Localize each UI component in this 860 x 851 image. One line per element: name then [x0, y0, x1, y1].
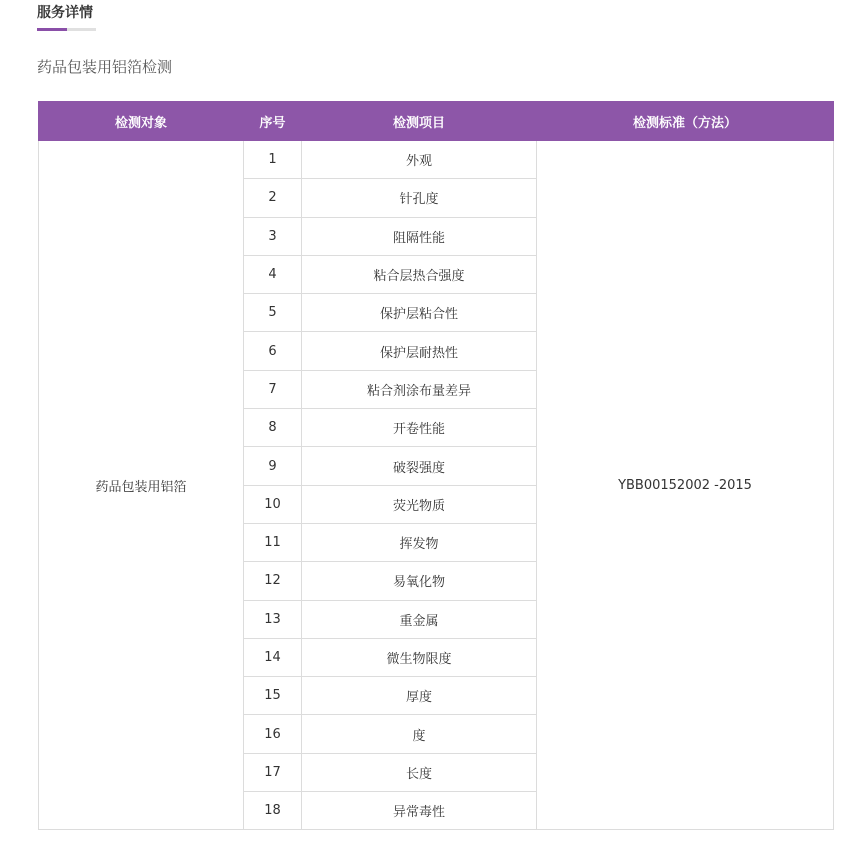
cell-item: 重金属	[302, 600, 537, 638]
cell-item: 微生物限度	[302, 638, 537, 676]
cell-no: 4	[244, 255, 302, 293]
table-header-row	[39, 102, 834, 141]
cell-no: 12	[244, 562, 302, 600]
cell-no: 9	[244, 447, 302, 485]
cell-item: 长度	[302, 753, 537, 791]
cell-item: 荧光物质	[302, 485, 537, 523]
section-title-underline	[37, 28, 96, 31]
cell-item: 破裂强度	[302, 447, 537, 485]
table-body	[39, 141, 834, 830]
cell-object: 药品包装用铝箔	[39, 141, 244, 830]
cell-item: 保护层粘合性	[302, 294, 537, 332]
cell-no: 2	[244, 179, 302, 217]
cell-item: 厚度	[302, 677, 537, 715]
cell-no: 3	[244, 217, 302, 255]
cell-item: 粘合剂涂布量差异	[302, 370, 537, 408]
cell-no: 1	[244, 141, 302, 179]
cell-no: 11	[244, 523, 302, 561]
header-no: 序号	[244, 102, 302, 141]
table-row	[39, 141, 834, 179]
cell-no: 8	[244, 409, 302, 447]
cell-no: 6	[244, 332, 302, 370]
cell-item: 开卷性能	[302, 409, 537, 447]
cell-no: 17	[244, 753, 302, 791]
cell-item: 异常毒性	[302, 792, 537, 830]
header-standard: 检测标准（方法）	[537, 102, 834, 141]
cell-item: 保护层耐热性	[302, 332, 537, 370]
cell-item: 外观	[302, 141, 537, 179]
cell-no: 13	[244, 600, 302, 638]
cell-no: 7	[244, 370, 302, 408]
header-item: 检测项目	[302, 102, 537, 141]
section-title: 服务详情	[37, 5, 93, 21]
cell-item: 粘合层热合强度	[302, 255, 537, 293]
cell-no: 18	[244, 792, 302, 830]
detail-table	[38, 101, 834, 830]
page-subtitle: 药品包装用铝箔检测	[37, 58, 173, 76]
cell-item: 易氧化物	[302, 562, 537, 600]
cell-no: 10	[244, 485, 302, 523]
cell-standard: YBB00152002 -2015	[537, 141, 834, 830]
header-object: 检测对象	[39, 102, 244, 141]
cell-item: 针孔度	[302, 179, 537, 217]
cell-no: 16	[244, 715, 302, 753]
section-title-underline-active	[37, 28, 67, 31]
cell-no: 15	[244, 677, 302, 715]
cell-item: 度	[302, 715, 537, 753]
cell-item: 阻隔性能	[302, 217, 537, 255]
cell-no: 14	[244, 638, 302, 676]
cell-item: 挥发物	[302, 523, 537, 561]
cell-no: 5	[244, 294, 302, 332]
